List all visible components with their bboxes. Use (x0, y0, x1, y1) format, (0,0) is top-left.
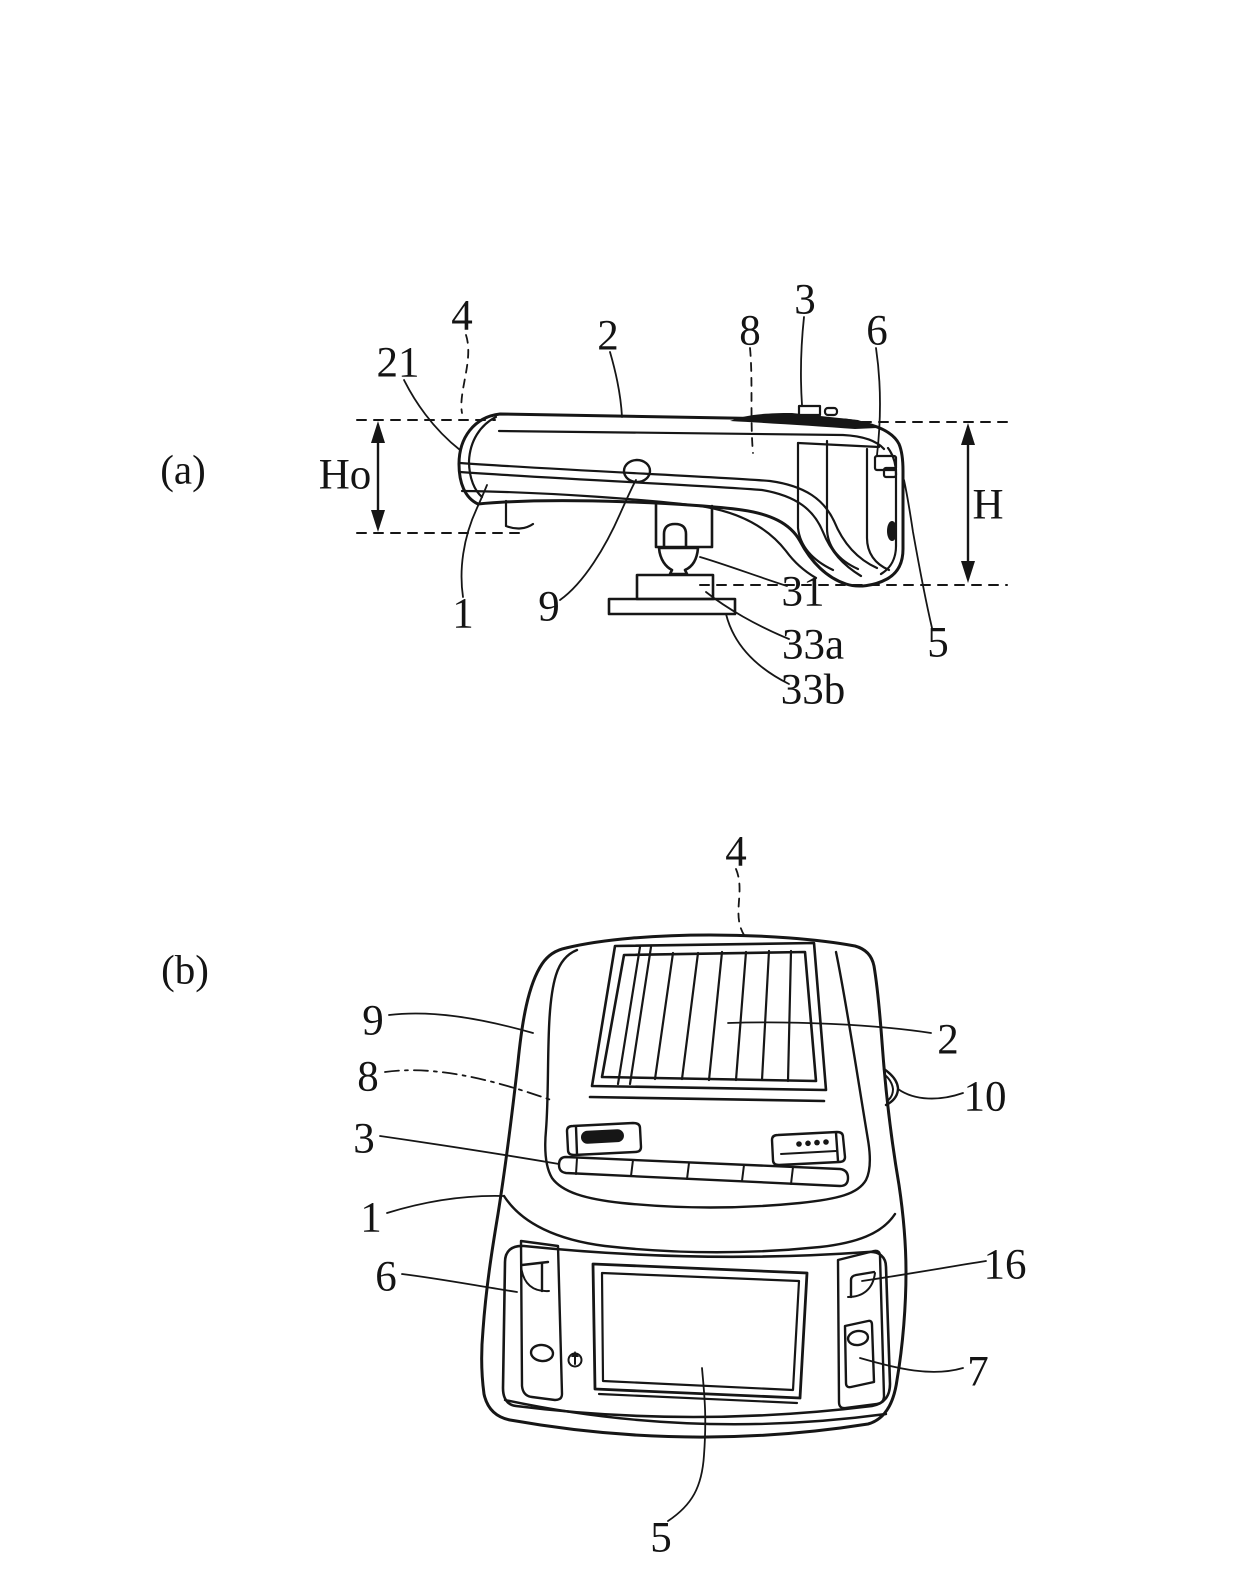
leader-b-4 (736, 869, 746, 938)
leader-a-21 (404, 380, 460, 450)
ref-label-a-3: 3 (794, 276, 816, 324)
ref-label-b-4: 4 (725, 828, 747, 876)
leader-lines-a (404, 312, 932, 684)
leader-b-2 (728, 1022, 931, 1033)
ref-label-b-5: 5 (650, 1514, 672, 1562)
stand-ball-joint (659, 548, 698, 574)
ho-dimension-arrow (371, 421, 385, 532)
ref-label-b-9: 9 (362, 997, 384, 1045)
ref-label-b-8: 8 (357, 1053, 379, 1101)
right-button (772, 1132, 845, 1165)
ref-label-b-1: 1 (360, 1194, 382, 1242)
battery-slot-ellipse (847, 1330, 869, 1347)
ref-label-b-3: 3 (353, 1115, 375, 1163)
media-compartment (798, 441, 897, 570)
ref-label-b-10: 10 (963, 1073, 1007, 1121)
ref-label-a-4: 4 (451, 292, 473, 340)
right-button-dots (796, 1139, 829, 1147)
stand-bracket-arch (664, 524, 686, 547)
leader-a-4 (461, 335, 468, 413)
ref-label-a-33b: 33b (780, 666, 846, 714)
leader-b-8 (385, 1070, 554, 1101)
button-strip (559, 1157, 848, 1186)
ref-label-a-5: 5 (927, 619, 949, 667)
corner-bracket-left (522, 1262, 548, 1291)
device-perspective-view (482, 935, 906, 1437)
leader-b-3 (380, 1136, 559, 1164)
ref-label-b-2: 2 (937, 1016, 959, 1064)
seam-line-2 (460, 472, 861, 576)
lid-rib-lines (618, 947, 791, 1084)
right-front-panel (838, 1251, 884, 1408)
right-button-line (781, 1151, 836, 1154)
compartment-top (798, 443, 879, 447)
stand-base-plate (609, 599, 735, 614)
ref-label-b-7: 7 (967, 1348, 989, 1396)
left-button-pill (581, 1129, 625, 1144)
power-icon (569, 1351, 582, 1367)
leader-a-6 (876, 348, 880, 455)
control-buttons (559, 1123, 848, 1186)
leader-b-10 (898, 1089, 963, 1099)
leader-b-7 (860, 1358, 963, 1372)
body-inner-lines-a (460, 417, 896, 578)
leader-b-6 (402, 1274, 517, 1292)
ref-label-a-21: 21 (376, 339, 420, 387)
leader-a-2 (610, 352, 622, 417)
ref-label-b-16: 16 (983, 1241, 1027, 1289)
panel-a-tag: (a) (160, 446, 206, 493)
body-outline-a (459, 414, 903, 586)
lid-bottom-bar (590, 1097, 824, 1101)
ref-label-a-8: 8 (739, 307, 761, 355)
nose-inner-line (469, 417, 496, 497)
stand (609, 504, 735, 614)
ref-label-a-6: 6 (866, 307, 888, 355)
ref-label-a-2: 2 (597, 312, 619, 360)
panel-b-tag: (b) (161, 946, 209, 993)
front-rim-contour (504, 1196, 895, 1252)
power-button-ellipse (530, 1344, 554, 1362)
leader-a-3 (801, 317, 804, 405)
display-screen (593, 1264, 807, 1403)
dim-label-ho: Ho (318, 451, 372, 499)
ref-label-a-33a: 33a (781, 621, 845, 669)
ref-label-a-1: 1 (452, 590, 474, 638)
platen-roller-circle (624, 460, 650, 482)
right-button-endcap (836, 1133, 838, 1161)
seam-line-3 (462, 491, 816, 578)
ref-label-a-31: 31 (781, 568, 825, 616)
device-side-view (459, 406, 903, 614)
ref-label-a-9: 9 (538, 583, 560, 631)
dim-label-h: H (972, 481, 1004, 529)
corner-bracket-left-arc (521, 1266, 549, 1291)
latch-dot (887, 521, 897, 541)
screen-inner-frame (602, 1273, 799, 1390)
leader-b-5 (668, 1368, 705, 1521)
leader-b-9 (389, 1014, 533, 1033)
nose-slot (506, 501, 533, 528)
stand-mount-block (637, 575, 713, 599)
left-button-endcap (576, 1127, 577, 1154)
left-front-panel (521, 1241, 582, 1400)
screen-outer-frame (593, 1264, 807, 1398)
top-button-large (799, 406, 820, 415)
leader-b-1 (387, 1196, 503, 1213)
ref-label-b-6: 6 (375, 1253, 397, 1301)
leader-a-8 (750, 348, 753, 453)
figure-b (380, 869, 986, 1521)
top-button-small (825, 408, 837, 415)
leader-a-5 (904, 480, 932, 628)
